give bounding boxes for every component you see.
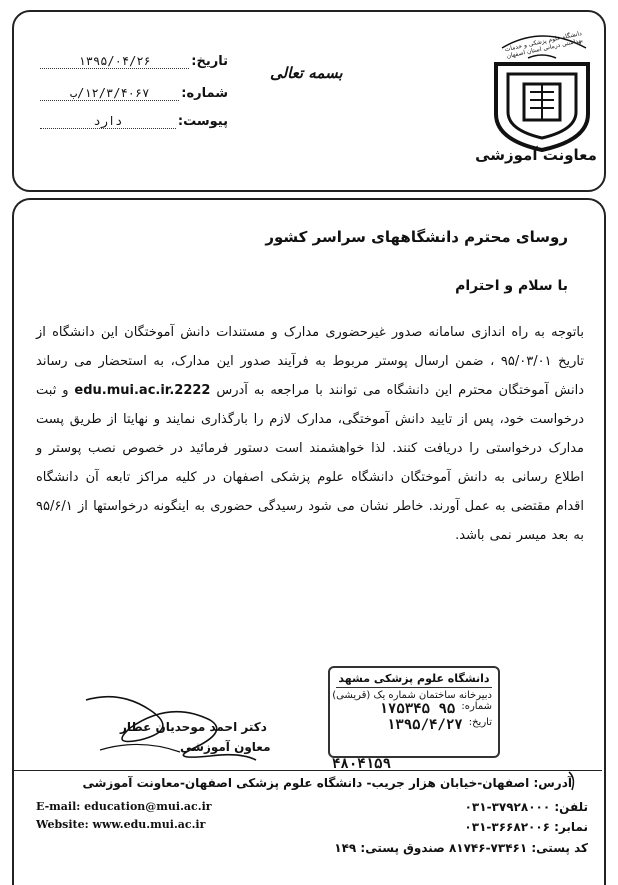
footer-divider [12, 770, 602, 771]
stamp-date-value: ۱۳۹۵/۴/۲۷ [386, 717, 463, 733]
footer-email: E-mail: education@mui.ac.ir [36, 800, 212, 813]
received-stamp [328, 666, 500, 758]
greeting: با سلام و احترام [455, 278, 568, 294]
stamp-date-label: تاریخ: [468, 717, 492, 728]
body-part-1: باتوجه به راه اندازی سامانه صدور غیرحضوری مدارک و مستندات دانش آموختگان این دانشگاه از تاریخ ۹۵/۰۳/۰۱ ، ضمن ارسال پوستر مربوط به فرآیند صدور این مدارک، به استحضار می رساند دانش آموختگان محترم این دانشگاه می توانند با مراجعه به آدرس [36, 325, 585, 398]
letter-date [38, 54, 228, 69]
signer-title: معاون آموزشی [180, 740, 271, 754]
stamp-title: دانشگاه علوم پزشکی مشهد [336, 672, 492, 688]
stamp-number-value: ۹۵ ۱۷۵۳۴۵ [379, 701, 456, 717]
footer-website: Website: www.edu.mui.ac.ir [36, 818, 206, 831]
footer-phone: تلفن: ۳۷۹۲۸۰۰۰-۰۳۱ [464, 800, 588, 814]
letter-number [38, 86, 228, 101]
body-url: edu.mui.ac.ir.2222 [74, 383, 211, 398]
signer-name: دکتر احمد موحدیان عطار [120, 720, 267, 734]
footer-fax: نمابر: ۳۶۶۸۲۰۰۶-۰۳۱ [464, 820, 588, 834]
number-value: ۱۲/۳/۴۰۶۷/ب [40, 86, 179, 101]
number-label: شماره: [181, 86, 228, 101]
footer-postal-code: کد پستی: ۷۳۴۶۱-۸۱۷۴۶ صندوق پستی: ۱۴۹ [334, 841, 588, 855]
attachment-label: پیوست: [177, 114, 228, 129]
stamp-handwritten-number: ۴۸۰۴۱۵۹ [332, 756, 392, 772]
department-name: معاونت آموزشی [475, 146, 597, 164]
recipient-heading: روسای محترم دانشگاههای سراسر کشور [265, 228, 568, 246]
letter-attachment [38, 114, 228, 129]
stamp-subtitle: دبیرخانه ساختمان شماره یک (قریشی) [332, 690, 492, 701]
basmala-heading: بسمه تعالی [270, 64, 343, 82]
date-label: تاریخ: [191, 54, 228, 69]
logo-text: دانشگاه علوم پزشکی و خدمات بهداشتی درمانی استان اصفهان [504, 29, 584, 60]
date-value: ۱۳۹۵/۰۴/۲۶ [40, 54, 189, 69]
stamp-number-label: شماره: [461, 701, 492, 712]
letter-body [36, 318, 584, 550]
attachment-value: دارد [40, 114, 176, 129]
footer-address: آدرس: اصفهان-خیابان هزار جریب- دانشگاه علوم پزشکی اصفهان-معاونت آموزشی [82, 776, 572, 790]
body-part-2: و ثبت درخواست خود، پس از تایید دانش آموختگی، مدارک لازم را بارگذاری نمایند و نهایتا از طریق پست مدارک درخواستی را دریافت کنند. لذا خواهشمند است دستور فرمائید در خصوص نصب پوستر و اطلاع رسانی به دانش آموختگان دانشگاه علوم پزشکی اصفهان در کلیه مراکز تابعه آن دانشگاه اقدام مقتضی به عمل آورند. خاطر نشان می شود رسیدگی حضوری به اینگونه درخواستها از ۹۵/۶/۱ به بعد میسر نمی باشد. [36, 383, 584, 543]
